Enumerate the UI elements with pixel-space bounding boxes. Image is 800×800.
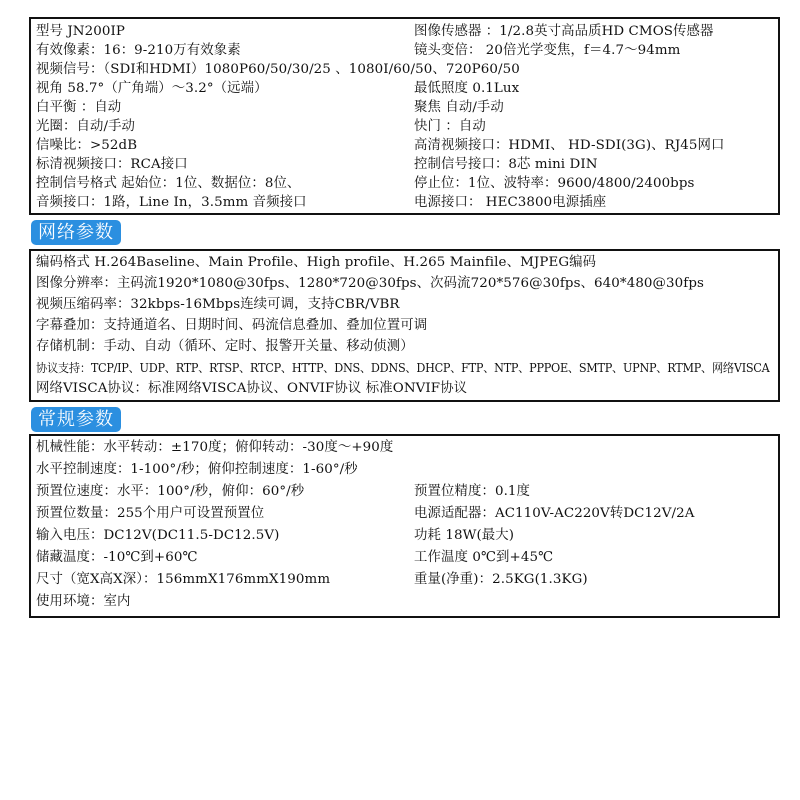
spec-control-format: 控制信号格式 起始位：1位、数据位：8位、 — [36, 176, 301, 191]
gen-working-temp: 工作温度 0℃到+45℃ — [414, 550, 554, 565]
gen-mechanical: 机械性能：水平转动：±170度；俯仰转动：-30度～+90度 — [36, 440, 394, 455]
spec-power-interface: 电源接口： HEC3800电源插座 — [414, 195, 607, 210]
general-section-title: 常规参数 — [31, 407, 121, 432]
gen-power-consumption: 功耗 18W(最大) — [414, 528, 515, 543]
gen-weight: 重量(净重)：2.5KG(1.3KG) — [414, 572, 588, 587]
spec-audio-interface: 音频接口：1路，Line In，3.5mm 音频接口 — [36, 195, 307, 210]
net-bitrate: 视频压缩码率：32kbps-16Mbps连续可调，支持CBR/VBR — [36, 297, 400, 312]
net-encoding: 编码格式 H.264Baseline、Main Profile、High profile、H.265 Mainfile、MJPEG编码 — [36, 255, 597, 270]
spec-zoom: 镜头变倍： 20倍光学变焦，f＝4.7～94mm — [414, 43, 681, 58]
net-protocols: 协议支持：TCP/IP、UDP、RTP、RTSP、RTCP、HTTP、DNS、DDNS、DHCP、FTP、NTP、PPPOE、SMTP、UPNP、RTMP、网络VISCA — [36, 361, 770, 375]
spec-sd-video-interface: 标清视频接口：RCA接口 — [36, 157, 188, 172]
gen-power-adapter: 电源适配器：AC110V-AC220V转DC12V/2A — [414, 506, 695, 521]
gen-dimensions: 尺寸（宽X高X深）：156mmX176mmX190mm — [36, 572, 331, 587]
spec-control-interface: 控制信号接口：8芯 mini DIN — [414, 157, 598, 172]
gen-pan-tilt-speed: 水平控制速度：1-100°/秒；俯仰控制速度：1-60°/秒 — [36, 462, 358, 477]
spec-iris: 光圈：自动/手动 — [36, 119, 136, 134]
spec-stop-bit-baud: 停止位：1位、波特率：9600/4800/2400bps — [414, 176, 695, 191]
spec-hd-video-interface: 高清视频接口：HDMI、 HD-SDI(3G)、RJ45网口 — [414, 138, 725, 153]
spec-video-signal: 视频信号：（SDI和HDMI）1080P60/50/30/25 、1080I/60/50、720P60/50 — [36, 62, 520, 77]
spec-focus: 聚焦 自动/手动 — [414, 100, 504, 115]
spec-effective-pixels: 有效像素：16：9-210万有效象素 — [36, 43, 241, 58]
camera-spec-box — [29, 17, 780, 215]
spec-min-illumination: 最低照度 0.1Lux — [414, 81, 520, 96]
general-spec-box — [29, 434, 780, 618]
net-storage: 存储机制：手动、自动（循环、定时、报警开关量、移动侦测） — [36, 339, 414, 354]
spec-sensor: 图像传感器 ：1/2.8英寸高品质HD CMOS传感器 — [414, 24, 714, 39]
spec-white-balance: 白平衡 ：自动 — [36, 100, 122, 115]
network-spec-box — [29, 249, 780, 402]
gen-input-voltage: 输入电压：DC12V(DC11.5-DC12.5V) — [36, 528, 280, 543]
gen-environment: 使用环境：室内 — [36, 594, 131, 609]
gen-preset-speed: 预置位速度：水平：100°/秒，俯仰：60°/秒 — [36, 484, 305, 499]
gen-preset-accuracy: 预置位精度：0.1度 — [414, 484, 531, 499]
net-visca: 网络VISCA协议：标准网络VISCA协议、ONVIF协议 标准ONVIF协议 — [36, 381, 468, 396]
net-subtitle-overlay: 字幕叠加：支持通道名、日期时间、码流信息叠加、叠加位置可调 — [36, 318, 428, 333]
net-resolution: 图像分辨率：主码流1920*1080@30fps、1280*720@30fps、次码流720*576@30fps、640*480@30fps — [36, 276, 704, 291]
gen-preset-count: 预置位数量：255个用户可设置预置位 — [36, 506, 265, 521]
network-section-title: 网络参数 — [31, 220, 121, 245]
gen-storage-temp: 储藏温度：-10℃到+60℃ — [36, 550, 198, 565]
spec-model: 型号 JN200IP — [36, 24, 125, 39]
spec-shutter: 快门 ：自动 — [414, 119, 486, 134]
spec-view-angle: 视角 58.7°（广角端）～3.2°（远端） — [36, 81, 268, 96]
spec-snr: 信噪比：>52dB — [36, 138, 138, 153]
